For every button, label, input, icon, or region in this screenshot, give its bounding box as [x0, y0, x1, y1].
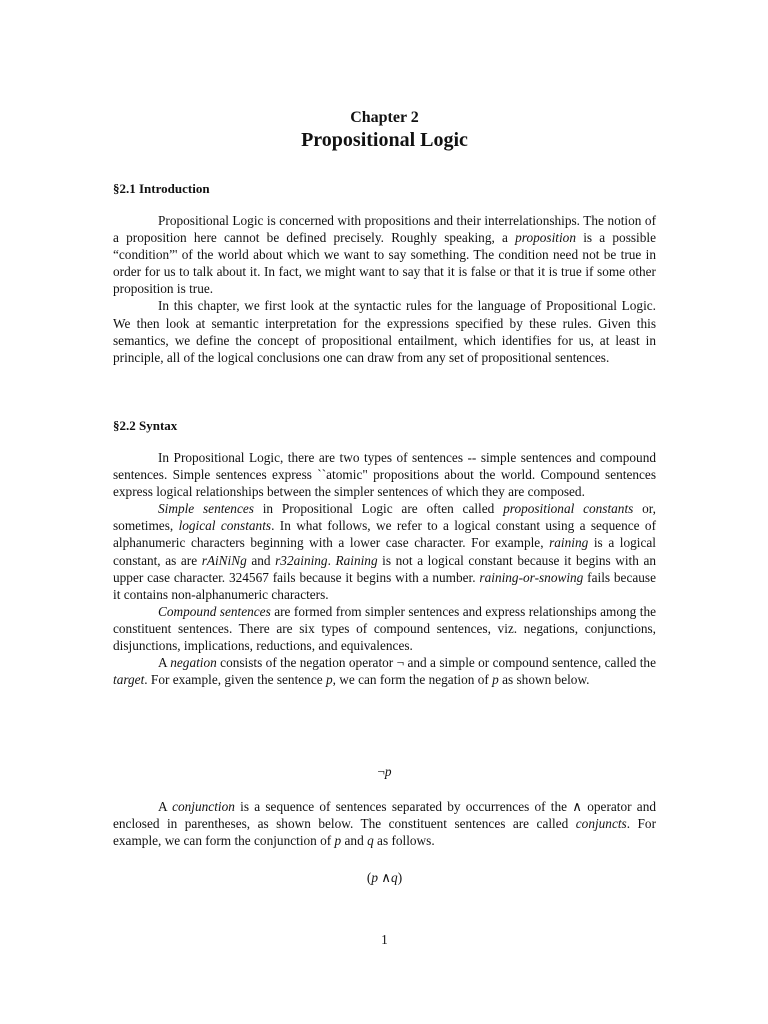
conjunction-formula: (p ∧q)	[366, 870, 403, 885]
intro-paragraph-1: Propositional Logic is concerned with propositions and their interrelationships. The notion of a proposition here cannot be defined precisely. Roughly speaking, a proposition is a possible “condition”' of the world about which we want to say something. The condition need not be true in order for us to talk about it. In fact, we might want to say that it is false or that it is true if some other proposition is true.	[113, 213, 656, 297]
syntax-paragraph-3: Compound sentences are formed from simpler sentences and express relationships among the constituent sentences. There are six types of compound sentences, viz. negations, conjunctions, disjunctions, implications, reductions, and equivalences.	[113, 603, 656, 654]
introduction-body	[113, 212, 656, 366]
page-number: 1	[381, 932, 388, 947]
section-heading-introduction: §2.1 Introduction	[113, 181, 210, 196]
document-page	[113, 0, 656, 1024]
syntax-paragraph-1: In Propositional Logic, there are two types of sentences -- simple sentences and compound sentences. Simple sentences express ``atomic" propositions about the world. Compound sentences express logical relationships between the simpler sentences of which they are composed.	[113, 450, 656, 500]
chapter-title: Propositional Logic	[301, 129, 468, 151]
intro-paragraph-2: In this chapter, we first look at the syntactic rules for the language of Propositional Logic. We then look at semantic interpretation for the expressions specified by these rules. Given this semantics, we define the concept of propositional entailment, which identifies for us, at least in principle, all of the logical conclusions one can draw from any set of propositional sentences.	[113, 298, 656, 365]
syntax-paragraph-4: A negation consists of the negation operator ¬ and a simple or compound sentence, called the target. For example, given the sentence p, we can form the negation of p as shown below.	[113, 655, 656, 688]
syntax-paragraph-2: Simple sentences in Propositional Logic are often called propositional constants or, sometimes, logical constants. In what follows, we refer to a logical constant using a sequence of alphanumeric characters beginning with a lower case character. For example, raining is a logical constant, as are rAiNiNg and r32aining. Raining is not a logical constant because it begins with an upper case character. 324567 fails because it begins with a number. raining-or-snowing fails because it contains non-alphanumeric characters.	[113, 501, 657, 602]
syntax-paragraph-5: A conjunction is a sequence of sentences separated by occurrences of the ∧ operator and enclosed in parentheses, as shown below. The constituent sentences are called conjuncts. For example, we can form the conjunction of p and q as follows.	[113, 799, 656, 849]
section-heading-syntax: §2.2 Syntax	[113, 418, 178, 433]
negation-formula: ¬p	[377, 764, 392, 779]
chapter-label: Chapter 2	[350, 109, 419, 126]
syntax-body	[113, 449, 656, 688]
conjunction-body	[113, 798, 656, 849]
